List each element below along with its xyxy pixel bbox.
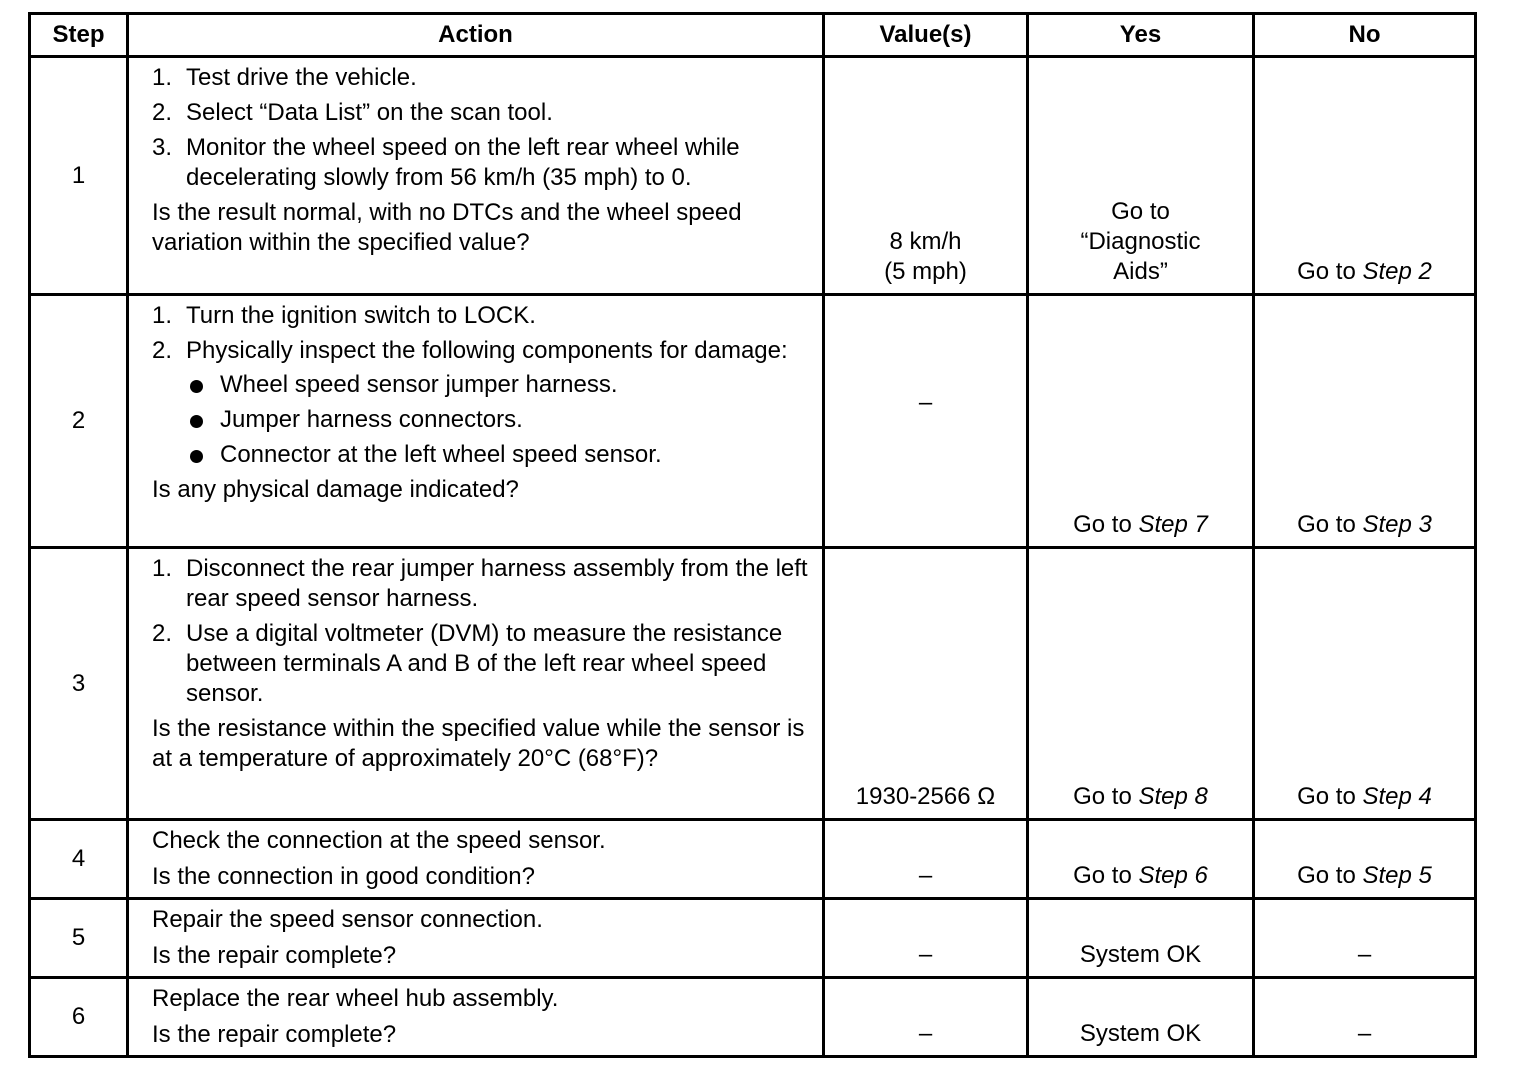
action-text: Check the connection at the speed sensor.: [152, 827, 606, 854]
table-row-step-2: [30, 295, 1476, 548]
yes-cell: [1028, 820, 1254, 899]
no-prefix: Go to: [1297, 258, 1356, 285]
no-cell: [1254, 899, 1476, 978]
action-cell: [128, 978, 824, 1057]
header-values: Value(s): [824, 14, 1028, 57]
table-row-step-1: [30, 57, 1476, 295]
no-prefix: Go to: [1297, 862, 1356, 889]
no-cell: [1254, 820, 1476, 899]
value-cell: [824, 820, 1028, 899]
action-item-number: 3.: [152, 134, 173, 161]
bullet-item: [186, 440, 812, 470]
table-row-step-4: [30, 820, 1476, 899]
value-cell: [824, 295, 1028, 548]
value-cell: [824, 978, 1028, 1057]
yes-cell: [1028, 548, 1254, 820]
header-yes: Yes: [1028, 14, 1254, 57]
action-item: [152, 554, 812, 614]
bullet-icon: [190, 380, 203, 393]
bullet-text: Jumper harness connectors.: [220, 406, 523, 433]
action-item-text: Turn the ignition switch to LOCK.: [186, 302, 536, 329]
value-cell: [824, 899, 1028, 978]
bullet-icon: [190, 415, 203, 428]
action-cell: [128, 820, 824, 899]
action-item: [152, 98, 812, 128]
value-cell: [824, 548, 1028, 820]
action-question: Is the result normal, with no DTCs and the wheel speed variation within the specified value?: [152, 199, 742, 256]
action-item-number: 1.: [152, 64, 173, 91]
action-item-number: 2.: [152, 620, 173, 647]
action-item-number: 2.: [152, 337, 173, 364]
value-text: 8 km/h: [889, 228, 962, 255]
action-question: Is the repair complete?: [152, 1021, 397, 1048]
step-number: 3: [30, 548, 128, 820]
action-cell: [128, 899, 824, 978]
action-item-number: 1.: [152, 555, 173, 582]
yes-cell: [1028, 978, 1254, 1057]
action-item-text: Monitor the wheel speed on the left rear wheel while decelerating slowly from 56 km/h (35 mph) to 0.: [186, 134, 740, 191]
no-cell: [1254, 57, 1476, 295]
header-row: [30, 14, 1476, 57]
action-item-number: 2.: [152, 99, 173, 126]
header-action: Action: [128, 14, 824, 57]
yes-prefix: Go to: [1073, 783, 1132, 810]
no-step-link: Step 4: [1362, 783, 1432, 810]
action-item-text: Physically inspect the following components for damage:: [186, 337, 788, 364]
action-question: Is the resistance within the specified value while the sensor is at a temperature of approximately 20°C (68°F)?: [152, 715, 805, 772]
bullet-text: Connector at the left wheel speed sensor.: [220, 441, 662, 468]
no-step-link: Step 3: [1362, 511, 1432, 538]
action-item-text: Test drive the vehicle.: [186, 64, 417, 91]
header-step: Step: [30, 14, 128, 57]
header-no: No: [1254, 14, 1476, 57]
table-row-step-3: [30, 548, 1476, 820]
no-prefix: Go to: [1297, 511, 1356, 538]
action-question: Is any physical damage indicated?: [152, 476, 519, 503]
action-question: Is the connection in good condition?: [152, 863, 535, 890]
yes-text: Go to: [1111, 198, 1170, 225]
action-item: [152, 336, 812, 470]
action-item: [152, 619, 812, 709]
action-cell: [128, 57, 824, 295]
action-item: [152, 301, 812, 331]
step-number: 5: [30, 899, 128, 978]
no-text: –: [1357, 1020, 1372, 1047]
action-question: Is the repair complete?: [152, 942, 397, 969]
yes-prefix: Go to: [1073, 862, 1132, 889]
action-text: Repair the speed sensor connection.: [152, 906, 543, 933]
value-text: 1930-2566 Ω: [855, 783, 996, 810]
yes-step-link: Step 8: [1138, 783, 1208, 810]
action-item-text: Select “Data List” on the scan tool.: [186, 99, 553, 126]
step-number: 1: [30, 57, 128, 295]
yes-text-line3: Aids”: [1113, 258, 1168, 285]
value-cell: [824, 57, 1028, 295]
no-cell: [1254, 295, 1476, 548]
step-number: 2: [30, 295, 128, 548]
no-text: –: [1357, 941, 1372, 968]
no-step-link: Step 2: [1362, 258, 1432, 285]
bullet-text: Wheel speed sensor jumper harness.: [220, 371, 618, 398]
value-text: –: [918, 389, 933, 416]
action-cell: [128, 548, 824, 820]
yes-text-line2: “Diagnostic: [1080, 228, 1201, 255]
no-cell: [1254, 548, 1476, 820]
action-cell: [128, 295, 824, 548]
yes-text: System OK: [1079, 941, 1202, 968]
value-text: –: [918, 1020, 933, 1047]
action-item-text: Disconnect the rear jumper harness assembly from the left rear speed sensor harness.: [186, 555, 808, 612]
value-text: –: [918, 941, 933, 968]
yes-cell: [1028, 57, 1254, 295]
value-text-line2: (5 mph): [884, 258, 967, 285]
bullet-item: [186, 370, 812, 400]
bullet-icon: [190, 450, 203, 463]
no-step-link: Step 5: [1362, 862, 1432, 889]
yes-cell: [1028, 899, 1254, 978]
value-text: –: [918, 862, 933, 889]
yes-cell: [1028, 295, 1254, 548]
table-row-step-6: [30, 978, 1476, 1057]
action-text: Replace the rear wheel hub assembly.: [152, 985, 559, 1012]
yes-prefix: Go to: [1073, 511, 1132, 538]
step-number: 6: [30, 978, 128, 1057]
table-row-step-5: [30, 899, 1476, 978]
action-item-number: 1.: [152, 302, 173, 329]
action-item: [152, 63, 812, 93]
yes-step-link: Step 7: [1138, 511, 1208, 538]
bullet-item: [186, 405, 812, 435]
no-prefix: Go to: [1297, 783, 1356, 810]
step-number: 4: [30, 820, 128, 899]
action-item: [152, 133, 812, 193]
action-item-text: Use a digital voltmeter (DVM) to measure the resistance between terminals A and B of the left rear wheel speed sensor.: [186, 620, 783, 707]
yes-text: System OK: [1079, 1020, 1202, 1047]
yes-step-link: Step 6: [1138, 862, 1208, 889]
diagnostic-table: [28, 12, 1477, 1058]
no-cell: [1254, 978, 1476, 1057]
